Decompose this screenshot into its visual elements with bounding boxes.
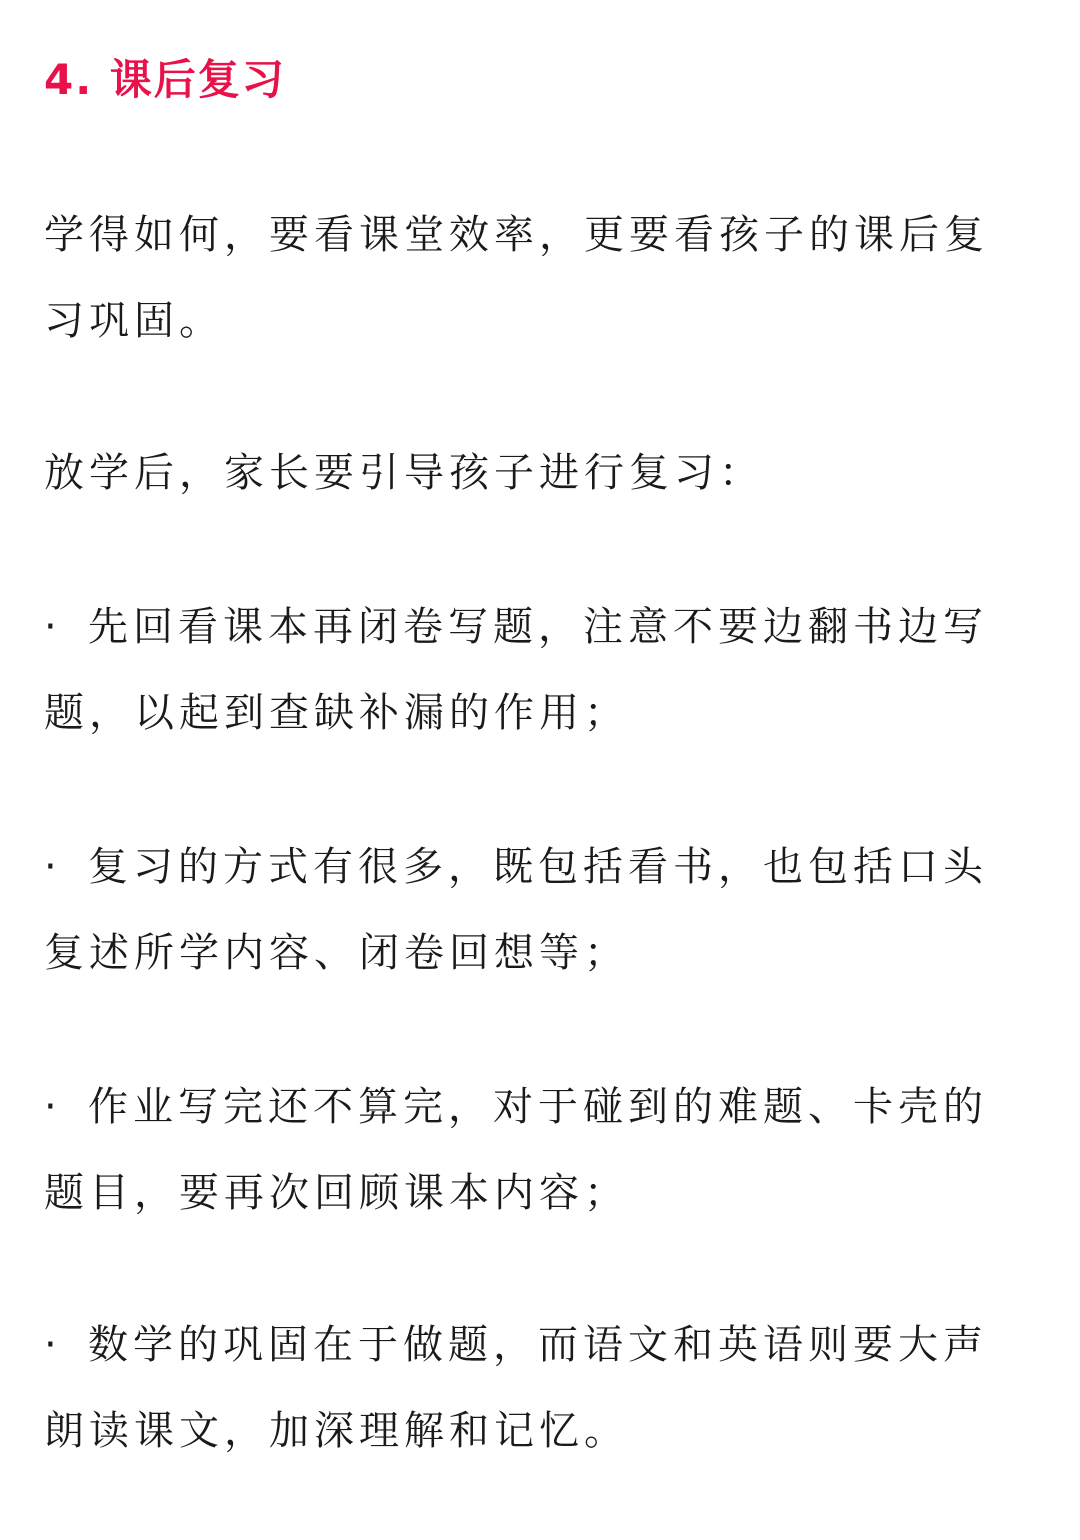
lead-paragraph: 放学后，家长要引导孩子进行复习：	[44, 450, 764, 496]
section-heading: 4. 课后复习	[44, 55, 286, 104]
bullet-item	[44, 1302, 1018, 1474]
bullet-text: 复习的方式有很多，既包括看书，也包括口头复述所学内容、闭卷回想等；	[44, 844, 988, 976]
bullet-item	[44, 824, 1018, 996]
bullet-item	[44, 1064, 1018, 1236]
bullet-marker: ·	[44, 604, 62, 650]
bullet-item	[44, 584, 1018, 756]
intro-paragraph: 学得如何，要看课堂效率，更要看孩子的课后复习巩固。	[44, 212, 989, 344]
bullet-text: 作业写完还不算完，对于碰到的难题、卡壳的题目，要再次回顾课本内容；	[44, 1084, 988, 1216]
bullet-marker: ·	[44, 1084, 62, 1130]
bullet-marker: ·	[44, 1322, 62, 1368]
bullet-marker: ·	[44, 844, 62, 890]
bullet-text: 先回看课本再闭卷写题，注意不要边翻书边写题，以起到查缺补漏的作用；	[44, 604, 988, 736]
bullet-text: 数学的巩固在于做题，而语文和英语则要大声朗读课文，加深理解和记忆。	[44, 1322, 988, 1454]
